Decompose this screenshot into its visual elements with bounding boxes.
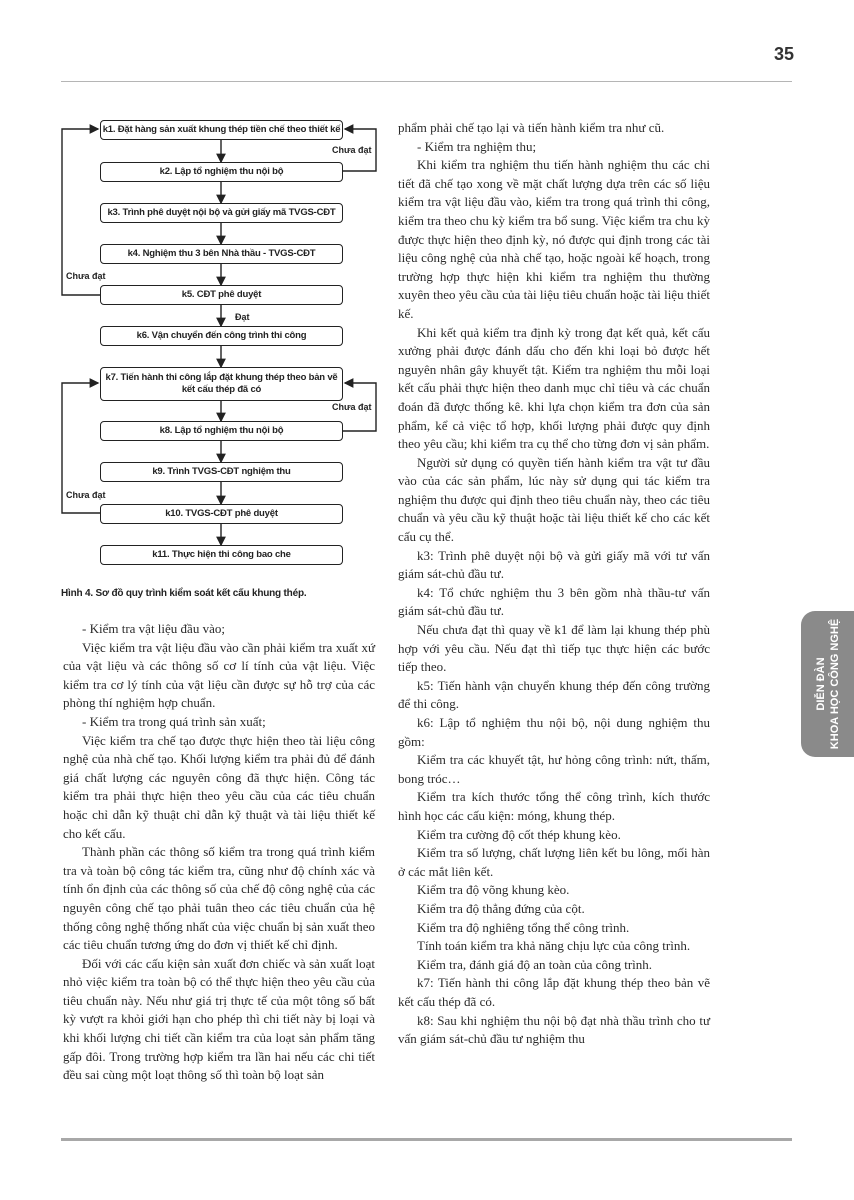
paragraph: Người sử dụng có quyền tiến hành kiểm tra vật tư đầu vào của các sản phẩm, lúc này sử dụng qui tác kiểm tra nghiệm thu được qui định theo tiêu chuẩn này, theo các tiêu chuẩn và yêu cầu kỹ thuật hoặc tài liệu thiết kế cho các kết cấu cụ thể. [398,454,710,545]
paragraph: - Kiểm tra vật liệu đầu vào; [82,621,225,636]
page-number: 35 [773,44,794,64]
section-tab-line2: KHOA HỌC CÔNG NGHỆ [828,618,841,750]
footer-rule [61,1138,792,1141]
paragraph: k6: Lập tổ nghiệm thu nội bộ, nội dung nghiệm thu gồm: [398,715,710,749]
label-fail-left-2: Chưa đạt [66,490,106,500]
paragraph: k7: Tiến hành thi công lắp đặt khung thép theo bản vẽ kết cấu thép đã có. [398,975,710,1009]
flow-node-k4: k4. Nghiệm thu 3 bên Nhà thầu - TVGS-CĐT [100,244,343,264]
label-fail-right-1: Chưa đạt [332,145,372,155]
paragraph: Việc kiểm tra chế tạo được thực hiện theo tài liệu công nghệ của nhà chế tạo. Khối lượng kiểm tra phải đủ để đánh giá chất lượng các nguyên công đã thực hiện. Công tác kiểm tra phải thực hiện theo yêu cầu của các tiêu chuẩn hoặc chỉ dẫn kỹ thuật chỉ dẫn kỹ thuật và tài liệu thiết kế cho kết cấu. [63,732,375,841]
paragraph: - Kiểm tra nghiệm thu; [417,138,537,154]
paragraph: Thành phần các thông số kiểm tra trong quá trình kiểm tra và toàn bộ công tác kiểm tra, cũng như độ chính xác và tính ổn định của các thông số của chế độ công nghệ của các nguyên công chế tạo phải tuân theo các tiêu chuẩn của hệ thống công nghệ thống nhất của việc chuẩn bị sản xuất theo các tiêu chuẩn tương ứng do đơn vị thiết kế chỉ định. [63,844,375,953]
flow-node-k1: k1. Đặt hàng sản xuất khung thép tiền chế theo thiết kế [100,120,343,140]
paragraph: Kiểm tra độ thẳng đứng của cột. [417,900,585,916]
paragraph: Kiểm tra, đánh giá độ an toàn của công trình. [417,956,653,972]
paragraph: phẩm phải chế tạo lại và tiến hành kiểm tra như cũ. [398,120,665,135]
left-column [63,620,375,1085]
section-tab-line1: DIỄN ĐÀN [814,657,827,711]
paragraph: Kiểm tra kích thước tổng thể công trình, kích thước hình học các cấu kiện: móng, khung thép. [398,789,710,823]
paragraph: Nếu chưa đạt thì quay về k1 để làm lại khung thép phù hợp với yêu cầu. Nếu đạt thì tiếp tục thực hiện các bước tiếp theo. [398,622,710,675]
paragraph: Khi kết quả kiểm tra định kỳ trong đạt kết quả, kết cấu xưởng phải được đánh dấu cho đến khi loại bỏ được hết nguyên nhân gây khuyết tật. Kiểm tra nghiệm thu mỗi loại kết cấu phải thực hiện theo danh mục chỉ tiêu và các chuẩn đoán đã được thống kê. khi lựa chọn kiểm tra đơn của sản phẩm, kể cả việc tổ hợp, khối lượng phải được quy định theo yêu cầu; khi kiểm tra cụ thể cho từng đơn vị sản phẩm. [398,324,710,452]
right-column [398,119,710,1049]
flow-node-k2: k2. Lập tổ nghiệm thu nội bộ [100,162,343,182]
paragraph: k8: Sau khi nghiệm thu nội bộ đạt nhà thầu trình cho tư vấn giám sát-chủ đầu tư nghiệm thu [398,1012,710,1047]
paragraph: Kiểm tra độ võng khung kèo. [417,882,570,898]
flow-node-k5: k5. CĐT phê duyệt [100,285,343,305]
paragraph: - Kiểm tra trong quá trình sản xuất; [82,713,266,729]
paragraph: Đối với các cấu kiện sản xuất đơn chiếc và sản xuất loạt nhỏ việc kiểm tra toàn bộ có thể thực hiện theo yêu cầu của tiêu chuẩn này. Nếu như giá trị thực tế của một tông số bất kỳ vượt ra khỏi giới hạn cho phép thì chi tiết này bị loại và khi khối lượng chi tiết cần kiểm tra của loạt sản phẩm tăng gấp đôi. Trong trường hợp kiểm tra lần hai nếu các chi tiết đều sai cùng một loạt thông số thì toàn bộ loạt sản [63,955,375,1083]
paragraph: Kiểm tra số lượng, chất lượng liên kết bu lông, mối hàn ở các mắt liên kết. [398,845,710,879]
label-pass: Đạt [235,312,250,322]
flow-node-k10: k10. TVGS-CĐT phê duyệt [100,504,343,524]
flow-node-k6: k6. Vận chuyển đến công trình thi công [100,326,343,346]
flow-node-k7: k7. Tiến hành thi công lắp đặt khung thép theo bản vẽ kết cấu thép đã có [100,367,343,401]
figure-caption: Hình 4. Sơ đồ quy trình kiểm soát kết cấu khung thép. [61,588,307,599]
flow-node-k9: k9. Trình TVGS-CĐT nghiệm thu [100,462,343,482]
paragraph: Việc kiểm tra vật liệu đầu vào cần phải kiểm tra xuất xứ của vật liệu và các thông số cơ lí tính của vật liệu. Việc kiểm tra cơ lý tính của vật liệu cần được sự hỗ trợ của các phòng thí nghiệm hợp chuẩn. [63,639,375,711]
flow-node-k11: k11. Thực hiện thi công bao che [100,545,343,565]
section-tab [801,611,854,757]
label-fail-right-2: Chưa đạt [332,402,372,412]
paragraph: Khi kiểm tra nghiệm thu tiến hành nghiệm thu các chi tiết đã chế tạo xong về mặt chất lượng dựa trên các số liệu kiểm tra vật liệu đầu vào, kiểm tra trong quá trình thi công, kiểm tra theo chu kỳ kiểm tra bổ sung. Việc kiểm tra chu kỳ được thực hiện theo định kỳ, nó được qui định trong các tài liệu công nghệ của nhà chế tạo, hoặc ngoài kế hoạch, trong trường hợp thực hiện khi kiểm tra nghiệm thu thường xuyên theo yêu cầu của tài liệu tiêu chuẩn hoặc tài liệu thiết kế. [398,157,710,321]
paragraph: k5: Tiến hành vận chuyển khung thép đến công trường để thi công. [398,677,710,712]
paragraph: Kiểm tra độ nghiêng tổng thể công trình. [417,919,630,935]
label-fail-left-1: Chưa đạt [66,271,106,281]
paragraph: k4: Tổ chức nghiệm thu 3 bên gồm nhà thầu-tư vấn giám sát-chủ đầu tư. [398,584,710,619]
flow-node-k8: k8. Lập tổ nghiệm thu nội bộ [100,421,343,441]
paragraph: Tính toán kiểm tra khả năng chịu lực của công trình. [417,938,691,954]
paragraph: Kiểm tra các khuyết tật, hư hỏng công trình: nứt, thấm, bong tróc… [398,752,710,786]
section-tab-label [814,619,842,749]
paragraph: k3: Trình phê duyệt nội bộ và gửi giấy mã với tư vấn giám sát-chủ đầu tư. [398,547,710,582]
flow-node-k3: k3. Trình phê duyệt nội bộ và gửi giấy mã TVGS-CĐT [100,203,343,223]
paragraph: Kiểm tra cường độ cốt thép khung kèo. [417,826,621,842]
